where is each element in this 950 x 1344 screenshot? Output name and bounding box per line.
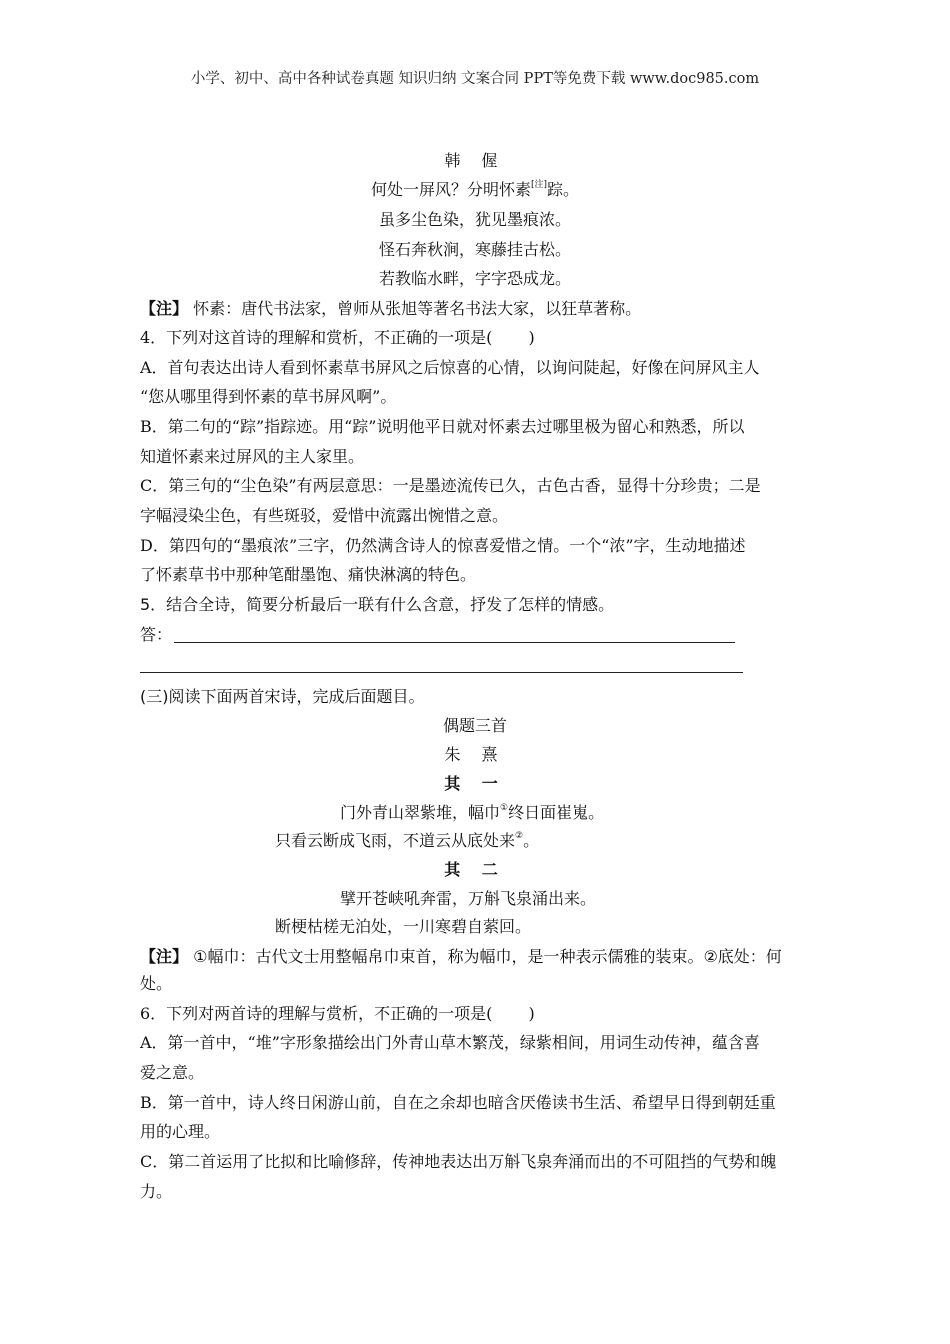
q6-option-c: C．第二首运用了比拟和比喻修辞，传神地表达出万斛飞泉奔涌而出的不可阻挡的气势和魄 (140, 1152, 777, 1171)
poem2-part1-label: 其 一 (444, 774, 506, 793)
poem2-part2-line2: 断梗枯槎无泊处，一川寒碧自萦回。 (275, 917, 532, 936)
answer-line-2[interactable] (140, 672, 743, 673)
poem1-line2: 虽多尘色染，犹见墨痕浓。 (378, 210, 571, 229)
q6-option-a-cont: 爱之意。 (140, 1063, 205, 1082)
poem2-part2-line1: 擘开苍峡吼奔雷，万斛飞泉涌出来。 (340, 889, 597, 908)
poem1-line3: 怪石奔秋涧，寒藤挂古松。 (378, 240, 571, 259)
q6-stem: 6．下列对两首诗的理解与赏析，不正确的一项是( ) (140, 1004, 535, 1023)
footnote-marker-2: ② (515, 830, 524, 841)
q4-option-c: C．第三句的“尘色染”有两层意思：一是墨迹流传已久，古色古香，显得十分珍贵；二是 (140, 476, 761, 495)
poem2-title: 偶题三首 (442, 716, 507, 735)
q4-option-d: D．第四句的“墨痕浓”三字，仍然满含诗人的惊喜爱惜之情。一个“浓”字，生动地描述 (140, 536, 746, 555)
poem1-line4: 若教临水畔，字字恐成龙。 (378, 269, 571, 288)
q6-option-c-cont: 力。 (140, 1182, 173, 1201)
poem1-author: 韩 偓 (444, 151, 506, 170)
q4-option-a: A．首句表达出诗人看到怀素草书屏风之后惊喜的心情，以询问陡起，好像在问屏风主人 (140, 358, 760, 377)
q4-option-a-cont: “您从哪里得到怀素的草书屏风啊”。 (140, 387, 397, 406)
page-header: 小学、初中、高中各种试卷真题 知识归纳 文案合同 PPT等免费下载 www.doc985.com (190, 71, 760, 87)
q4-option-d-cont: 了怀素草书中那种笔酣墨饱、痛快淋漓的特色。 (140, 565, 477, 584)
poem1-line1: 何处一屏风？分明怀素[注]踪。 (370, 179, 580, 199)
q4-option-b: B．第二句的“踪”指踪迹。用“踪”说明他平日就对怀素去过哪里极为留心和熟悉，所以 (140, 417, 745, 436)
footnote-marker-1: ① (500, 802, 509, 813)
q5-answer-label: 答： (140, 625, 173, 644)
note-tag: 【注】 (140, 299, 189, 318)
section3-heading: (三)阅读下面两首宋诗，完成后面题目。 (140, 687, 425, 706)
note1: 【注】 怀素：唐代书法家，曾师从张旭等著名书法大家，以狂草著称。 (140, 299, 642, 318)
q6-option-b-cont: 用的心理。 (140, 1122, 221, 1141)
note2-cont: 处。 (140, 974, 173, 993)
note2: 【注】 ①幅巾：古代文士用整幅帛巾束首，称为幅巾，是一种表示儒雅的装束。②底处：何 (140, 947, 782, 966)
q6-option-a: A．第一首中，“堆”字形象描绘出门外青山草木繁茂，绿紫相间，用词生动传神，蕴含喜 (140, 1033, 760, 1052)
q5-stem: 5．结合全诗，简要分析最后一联有什么含意，抒发了怎样的情感。 (140, 595, 615, 614)
q4-option-c-cont: 字幅浸染尘色，有些斑驳，爱惜中流露出惋惜之意。 (140, 506, 509, 525)
note-tag: 【注】 (140, 947, 189, 966)
poem2-part1-line2: 只看云断成飞雨，不道云从底处来②。 (275, 830, 540, 850)
q4-option-b-cont: 知道怀素来过屏风的主人家里。 (140, 447, 365, 466)
footnote-marker: [注] (530, 179, 548, 190)
poem2-part2-label: 其 二 (444, 860, 506, 879)
poem2-author: 朱 熹 (444, 745, 506, 764)
answer-line-1[interactable] (174, 642, 735, 643)
q6-option-b: B．第一首中，诗人终日闲游山前，自在之余却也暗含厌倦读书生活、希望早日得到朝廷重 (140, 1093, 776, 1112)
poem2-part1-line1: 门外青山翠紫堆，幅巾①终日面崔嵬。 (340, 802, 605, 822)
q4-stem: 4．下列对这首诗的理解和赏析，不正确的一项是( ) (140, 328, 535, 347)
